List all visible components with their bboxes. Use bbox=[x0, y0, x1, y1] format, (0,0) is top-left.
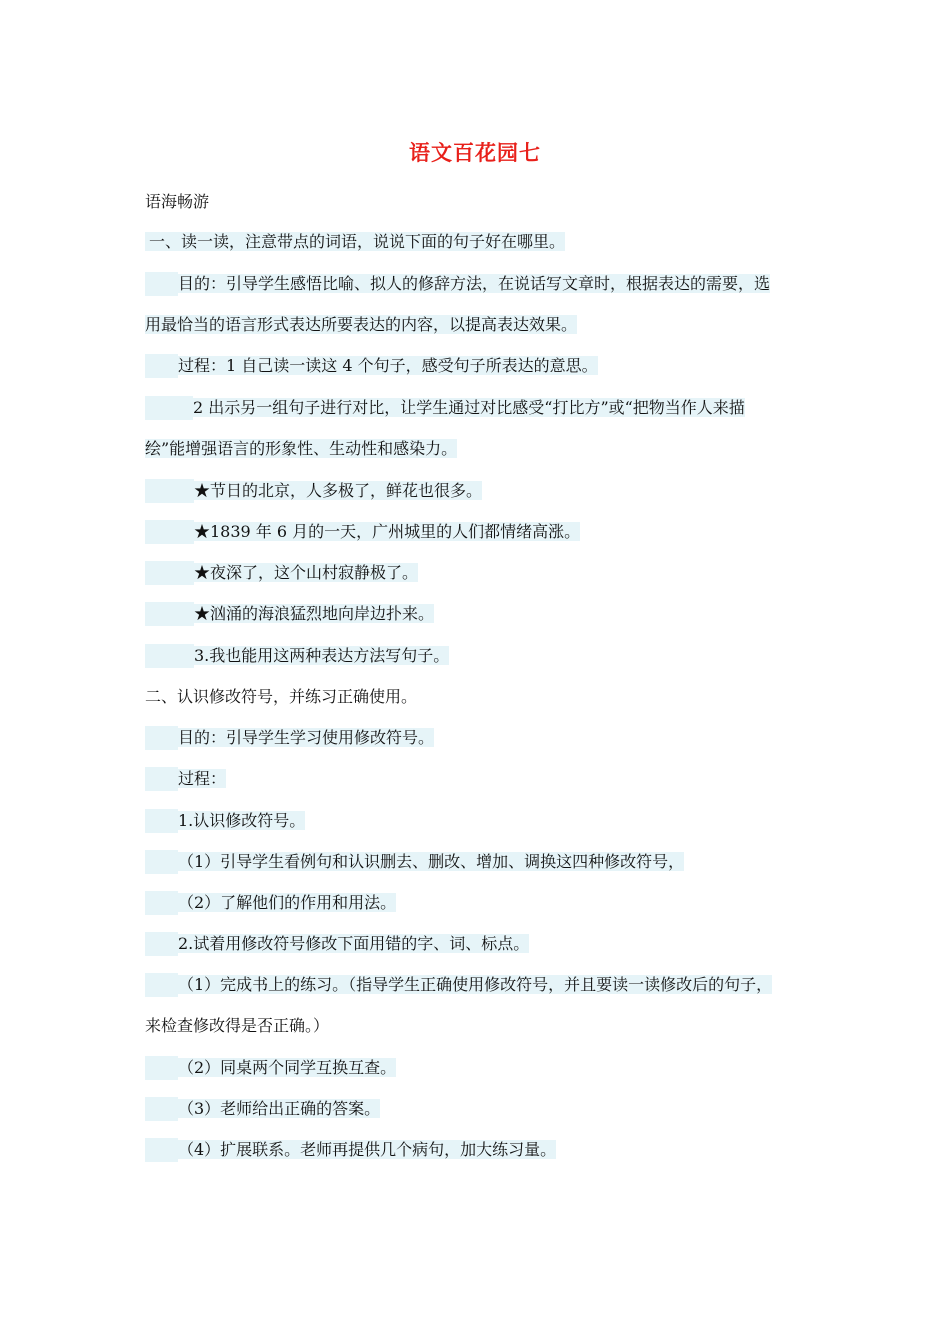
text-line-content: 1.认识修改符号。 bbox=[178, 811, 306, 830]
text-line bbox=[145, 973, 772, 997]
text-line bbox=[145, 520, 580, 544]
text-line bbox=[145, 561, 418, 585]
text-line-content: ★节日的北京，人多极了，鲜花也很多。 bbox=[194, 481, 483, 500]
text-line-content: 过程： bbox=[178, 769, 227, 788]
text-line bbox=[145, 644, 449, 668]
text-line bbox=[145, 479, 482, 503]
text-line bbox=[145, 1014, 329, 1038]
text-line-content: 目的：引导学生感悟比喻、拟人的修辞方法，在说话写文章时，根据表达的需要，选 bbox=[178, 274, 771, 293]
text-line-content: ★汹涌的海浪猛烈地向岸边扑来。 bbox=[194, 604, 435, 623]
text-line-content: （3）老师给出正确的答案。 bbox=[178, 1099, 381, 1118]
text-line bbox=[145, 602, 434, 626]
text-line-content: （2）了解他们的作用和用法。 bbox=[178, 893, 397, 912]
text-line-content: 二、认识修改符号，并练习正确使用。 bbox=[145, 687, 418, 706]
text-line-content: 2 出示另一组句子进行对比，让学生通过对比感受“打比方”或“把物当作人来描 bbox=[193, 398, 745, 417]
text-line-content: ★夜深了，这个山村寂静极了。 bbox=[194, 563, 419, 582]
text-line-content: 一、读一读，注意带点的词语，说说下面的句子好在哪里。 bbox=[145, 232, 565, 251]
section-heading-text: 语海畅游 bbox=[145, 192, 210, 211]
text-line bbox=[145, 313, 577, 337]
text-line bbox=[145, 685, 417, 709]
text-line bbox=[145, 1056, 396, 1080]
text-line-content: 过程：1 自己读一读这 4 个句子，感受句子所表达的意思。 bbox=[178, 356, 598, 375]
text-line-content: ★1839 年 6 月的一天，广州城里的人们都情绪高涨。 bbox=[194, 522, 581, 541]
text-line-content: 目的：引导学生学习使用修改符号。 bbox=[178, 728, 435, 747]
text-line-content: 2.试着用修改符号修改下面用错的字、词、标点。 bbox=[178, 934, 530, 953]
text-line-content: 用最恰当的语言形式表达所要表达的内容，以提高表达效果。 bbox=[145, 315, 578, 334]
text-line-content: （2）同桌两个同学互换互查。 bbox=[178, 1058, 397, 1077]
text-line bbox=[145, 1097, 380, 1121]
text-line bbox=[145, 767, 226, 791]
text-line bbox=[145, 437, 457, 461]
text-line bbox=[145, 354, 598, 378]
text-line bbox=[145, 726, 434, 750]
text-line bbox=[145, 272, 770, 296]
text-line bbox=[145, 809, 305, 833]
text-line-content: 绘”能增强语言的形象性、生动性和感染力。 bbox=[145, 439, 458, 458]
text-line bbox=[145, 1138, 556, 1162]
text-line-content: （1）引导学生看例句和认识删去、删改、增加、调换这四种修改符号， bbox=[178, 852, 685, 871]
section-heading bbox=[145, 190, 209, 214]
text-line-content: （1）完成书上的练习。（指导学生正确使用修改符号，并且要读一读修改后的句子， bbox=[178, 975, 773, 994]
text-line-content: 来检查修改得是否正确。） bbox=[145, 1016, 330, 1035]
text-line-content: 3.我也能用这两种表达方法写句子。 bbox=[194, 646, 450, 665]
text-line bbox=[145, 932, 529, 956]
text-line-content: （4）扩展联系。老师再提供几个病句，加大练习量。 bbox=[178, 1140, 557, 1159]
document-title: 语文百花园七 bbox=[409, 141, 541, 165]
text-line bbox=[145, 891, 396, 915]
text-line bbox=[145, 230, 565, 254]
text-line bbox=[145, 396, 745, 420]
text-line bbox=[145, 850, 684, 874]
